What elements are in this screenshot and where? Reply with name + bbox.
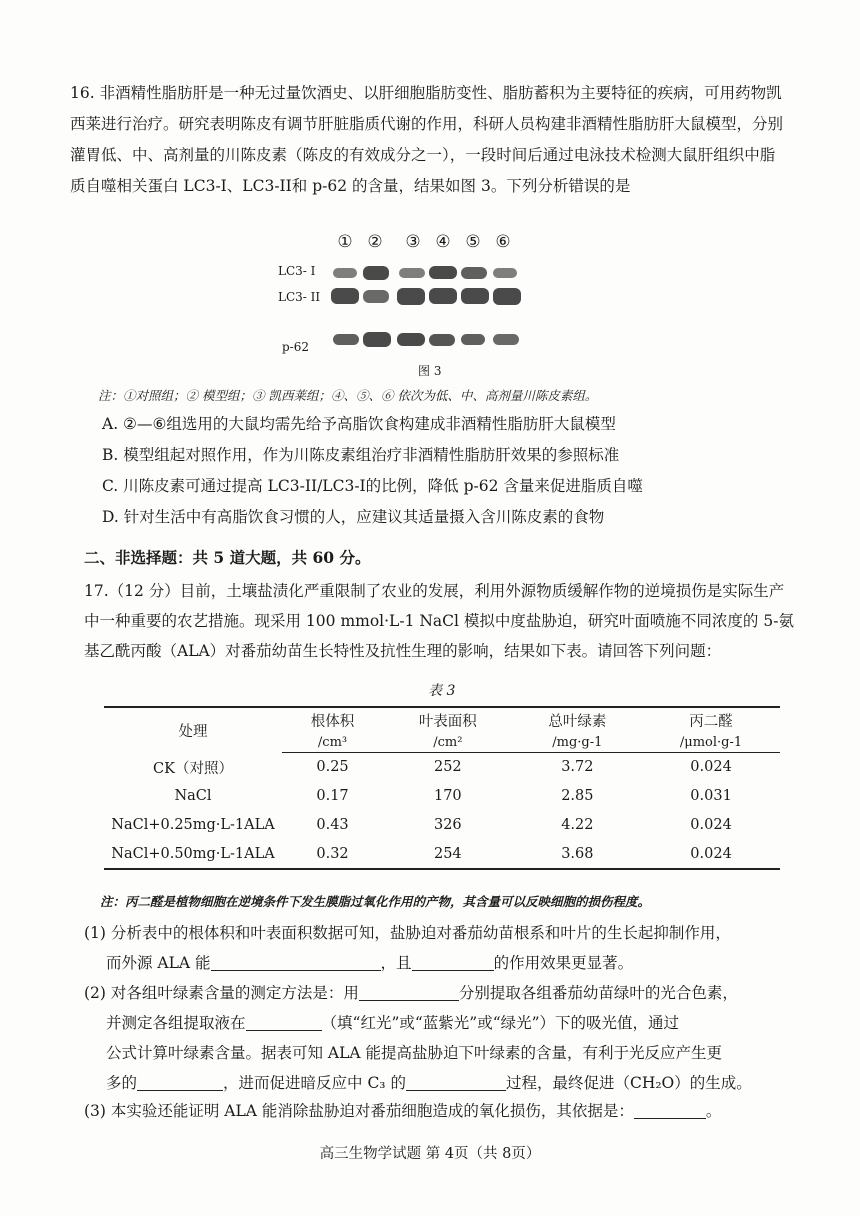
table-cell: 0.024 — [690, 759, 732, 776]
table-cell: 3.72 — [561, 759, 594, 776]
table-row — [104, 753, 780, 782]
unit-mda: /μmol·g-1 — [642, 733, 780, 753]
subquestion-2-line-1: (2) 对各组叶绿素含量的测定方法是：用 分别提取各组番茄幼苗绿叶的光合色素， — [84, 984, 738, 1002]
answer-blank[interactable] — [246, 1014, 322, 1031]
answer-blank[interactable] — [137, 1074, 223, 1091]
table-3-title: 表 3 — [428, 683, 456, 699]
table-cell: 170 — [433, 788, 462, 804]
table-cell: 0.024 — [690, 817, 732, 833]
header-chlorophyll: 总叶绿素 — [513, 707, 643, 733]
unit-leaf-area: /cm² — [383, 733, 513, 753]
table-cell: 326 — [433, 817, 462, 833]
table-cell: 0.32 — [282, 840, 383, 869]
blot-lane-numbers — [330, 232, 518, 252]
figure-3-caption: 图 3 — [418, 364, 442, 378]
subquestion-2 — [84, 978, 794, 1098]
lane-4: ④ — [435, 232, 451, 252]
table-cell: 0.25 — [316, 759, 349, 776]
figure-3-note: 注：①对照组；② 模型组；③ 凯西莱组；④、⑤、⑥ 依次为低、中、高剂量川陈皮素组。 — [98, 388, 598, 403]
option-b: B. 模型组起对照作用，作为川陈皮素组治疗非酒精性脂肪肝效果的参照标准 — [102, 446, 620, 464]
western-blot-image — [325, 262, 525, 362]
unit-chlorophyll: /mg·g-1 — [513, 733, 643, 753]
question-17-stem: 17.（12 分）目前，土壤盐渍化严重限制了农业的发展，利用外源物质缓解作物的逆境损伤是实际生产中一种重要的农艺措施。现采用 100 mmol·L-1 NaCl 模拟中度盐胁迫，研究叶面喷施不同浓度的 5-氨基乙酰丙酸（ALA）对番茄幼苗生长特性及抗性生理的影响，结果如下表。请回答下列问题： — [84, 582, 794, 660]
table-row — [104, 811, 780, 840]
lane-3: ③ — [405, 232, 421, 252]
unit-root-volume: /cm³ — [282, 733, 383, 753]
table-3 — [104, 706, 780, 870]
subquestion-1-line-1: (1) 分析表中的根体积和叶表面积数据可知，盐胁迫对番茄幼苗根系和叶片的生长起抑制作用， — [84, 924, 731, 942]
table-cell: 0.17 — [316, 788, 349, 804]
table-cell: 4.22 — [561, 817, 594, 833]
lane-5: ⑤ — [465, 232, 481, 252]
table-cell: 3.68 — [513, 840, 643, 869]
table-cell: CK（对照） — [153, 760, 233, 777]
header-leaf-area: 叶表面积 — [383, 707, 513, 733]
header-root-volume: 根体积 — [282, 707, 383, 733]
table-cell: 0.43 — [316, 817, 349, 833]
subquestion-1-line-2: 而外源 ALA 能 ，且 的作用效果更显著。 — [106, 954, 634, 972]
blot-label-lc3-ii: LC3- II — [278, 290, 321, 304]
option-d: D. 针对生活中有高脂饮食习惯的人，应建议其适量摄入含川陈皮素的食物 — [102, 508, 605, 526]
table-cell: 0.024 — [642, 840, 780, 869]
table-cell: NaCl+0.25mg·L-1ALA — [111, 817, 275, 833]
subquestion-1 — [84, 918, 794, 978]
lane-1: ① — [337, 232, 353, 252]
question-16-stem: 16. 非酒精性脂肪肝是一种无过量饮酒史、以肝细胞脂肪变性、脂肪蓄积为主要特征的疾病，可用药物凯西莱进行治疗。研究表明陈皮有调节肝脏脂质代谢的作用，科研人员构建非酒精性脂肪肝大鼠模型，分别灌胃低、中、高剂量的川陈皮素（陈皮的有效成分之一），一段时间后通过电泳技术检测大鼠肝组织中脂质自噬相关蛋白 LC3-I、LC3-II和 p-62 的含量，结果如图 3。下列分析错误的是 — [70, 84, 784, 195]
lane-6: ⑥ — [495, 232, 511, 252]
option-a: A. ②—⑥组选用的大鼠均需先给予高脂饮食构建成非酒精性脂肪肝大鼠模型 — [102, 415, 616, 433]
section-2-heading: 二、非选择题：共 5 道大题，共 60 分。 — [84, 548, 371, 567]
table-cell: 252 — [433, 759, 462, 776]
table-row — [104, 840, 780, 869]
answer-blank[interactable] — [406, 1074, 506, 1091]
subquestion-2-line-3: 公式计算叶绿素含量。据表可知 ALA 能提高盐胁迫下叶绿素的含量，有利于光反应产生更 — [106, 1044, 723, 1062]
answer-blank[interactable] — [634, 1102, 706, 1119]
table-cell: 254 — [383, 840, 513, 869]
table-row — [104, 782, 780, 811]
answer-blank[interactable] — [359, 984, 459, 1001]
lane-2: ② — [367, 232, 383, 252]
option-c: C. 川陈皮素可通过提高 LC3-II/LC3-I的比例，降低 p-62 含量来促进脂质自噬 — [102, 477, 643, 495]
header-treatment: 处理 — [104, 707, 282, 753]
answer-blank[interactable] — [412, 954, 494, 971]
page-footer: 高三生物学试题 第 4页（共 8页） — [319, 1146, 541, 1162]
table-cell: NaCl+0.50mg·L-1ALA — [104, 840, 282, 869]
answer-blank[interactable] — [211, 954, 381, 971]
table-cell: 2.85 — [561, 788, 594, 804]
blot-label-p62: p-62 — [282, 340, 310, 354]
table-cell: NaCl — [174, 788, 212, 804]
table-3-note: 注：丙二醛是植物细胞在逆境条件下发生膜脂过氧化作用的产物，其含量可以反映细胞的损伤程度。 — [100, 894, 651, 909]
blot-label-lc3-i: LC3- I — [278, 264, 316, 278]
subquestion-3: (3) 本实验还能证明 ALA 能消除盐胁迫对番茄细胞造成的氧化损伤，其依据是： 。 — [84, 1102, 722, 1120]
header-mda: 丙二醛 — [642, 707, 780, 733]
table-cell: 0.031 — [690, 788, 732, 804]
subquestion-2-line-4: 多的 ，进而促进暗反应中 C₃ 的 过程，最终促进（CH₂O）的生成。 — [106, 1074, 752, 1092]
subquestion-2-line-2: 并测定各组提取液在 （填“红光”或“蓝紫光”或“绿光”）下的吸光值，通过 — [106, 1014, 680, 1032]
